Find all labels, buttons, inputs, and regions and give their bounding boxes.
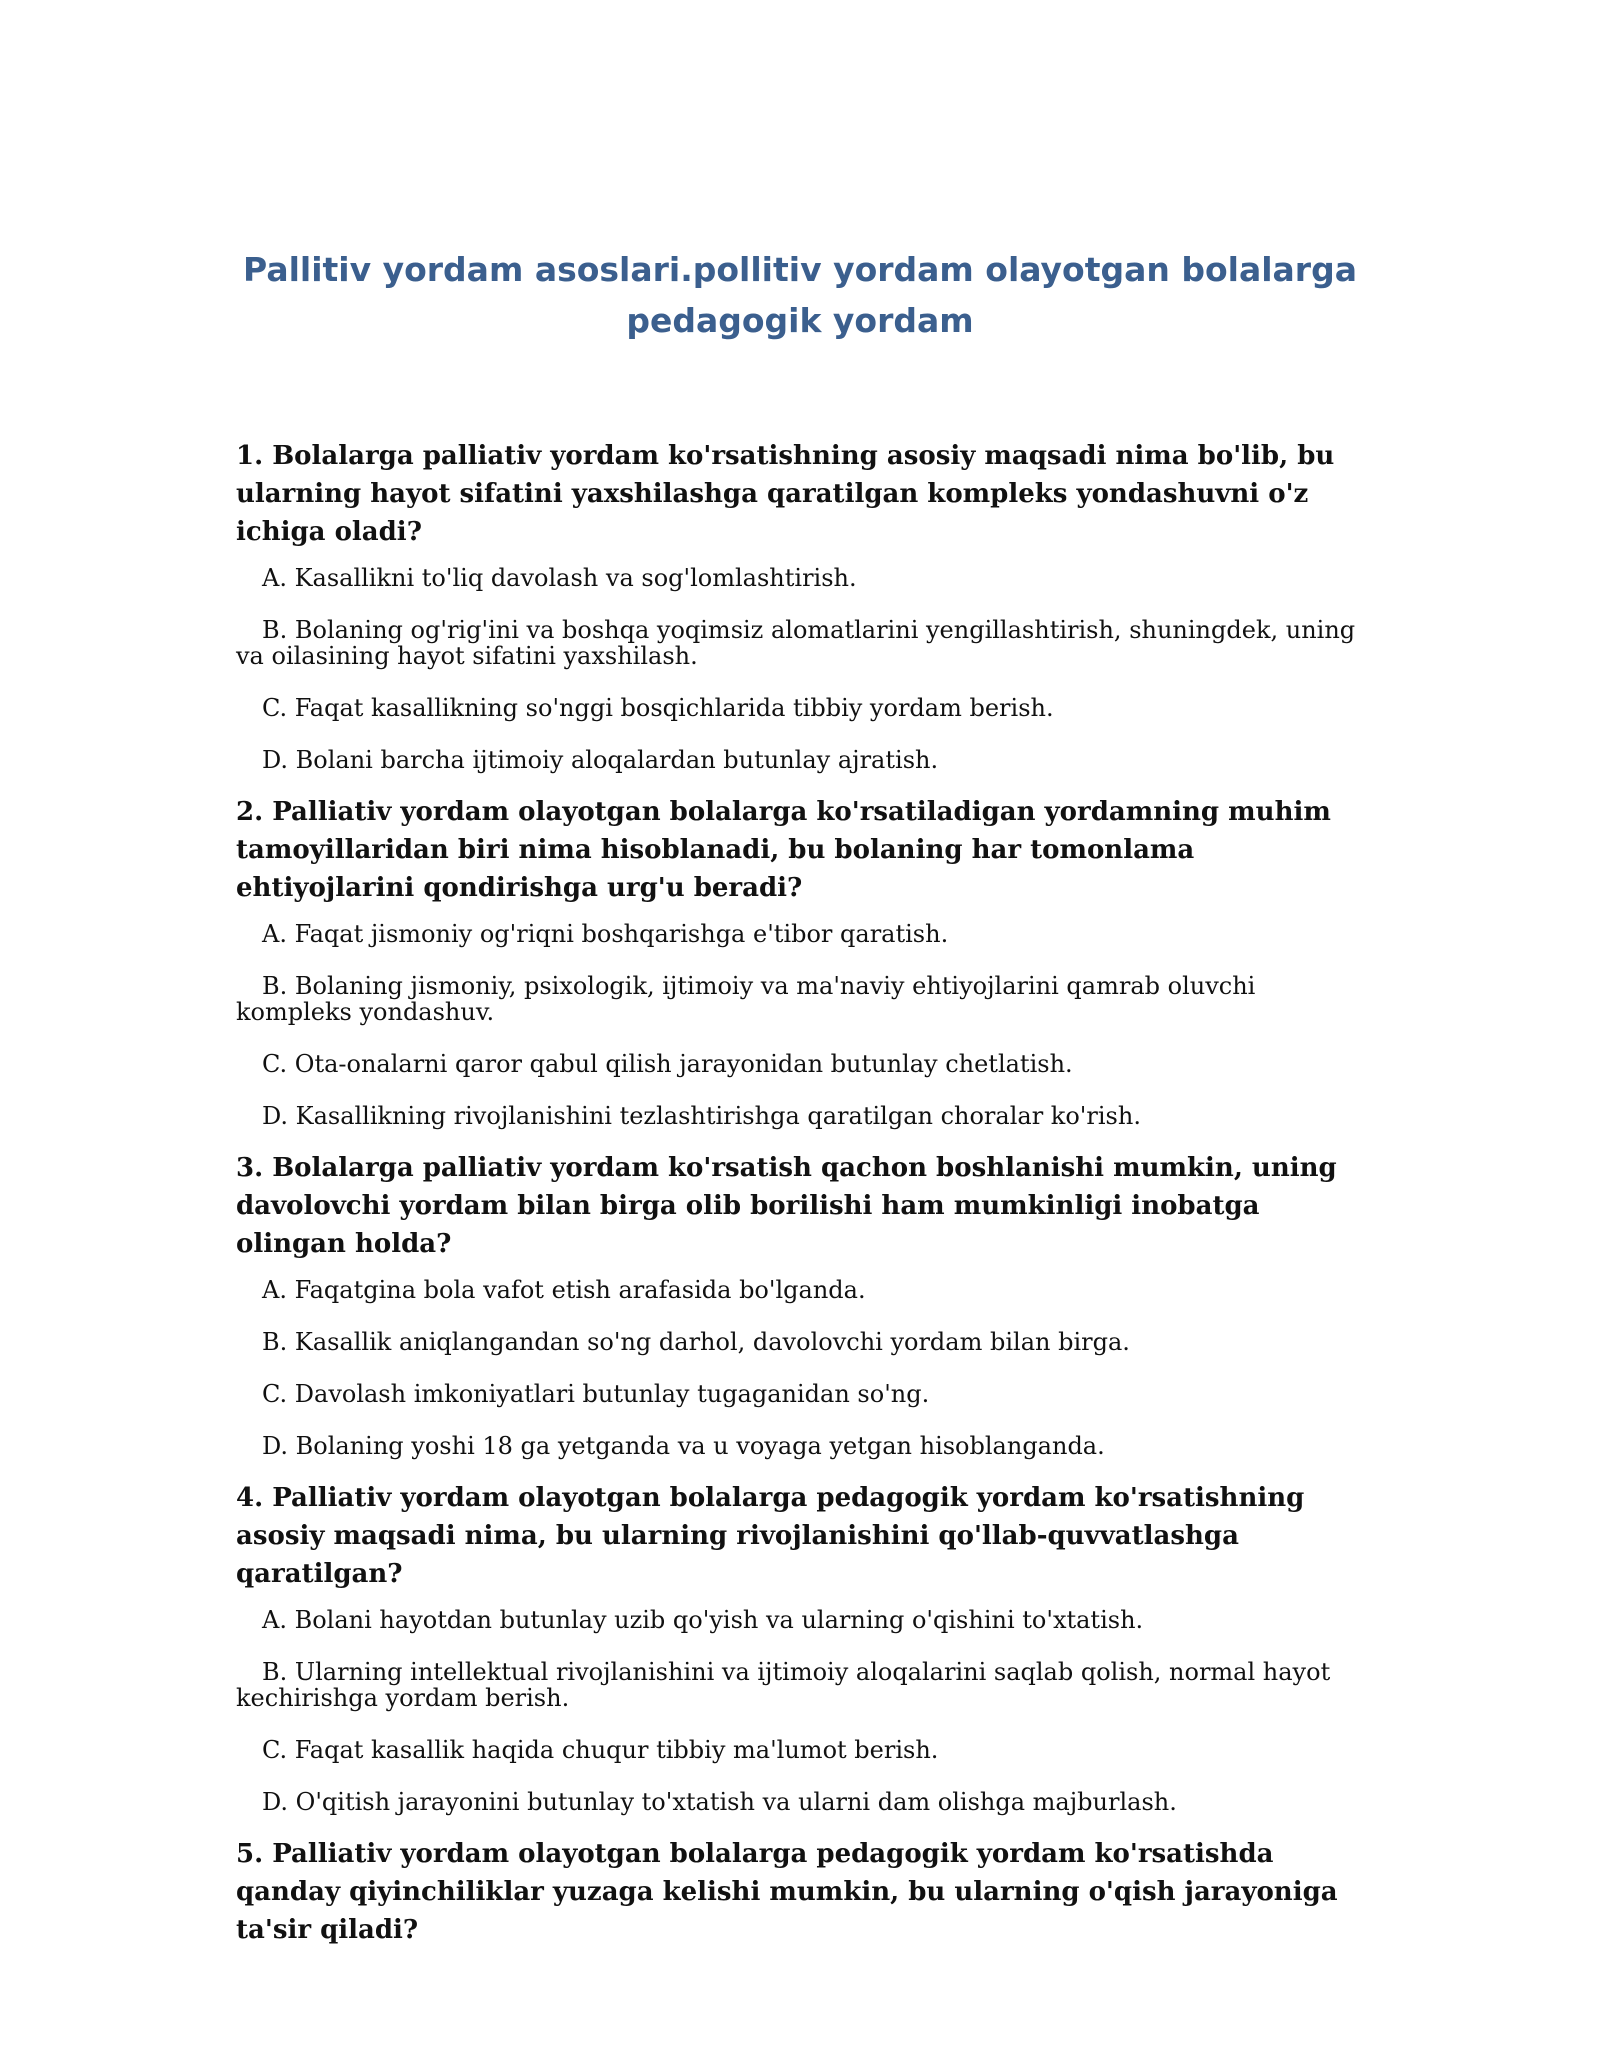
answer-option-c: C. Faqat kasallik haqida chuqur tibbiy ma'lumot berish. bbox=[262, 1736, 939, 1764]
answer-option-d: D. Bolaning yoshi 18 ga yetganda va u voyaga yetgan hisoblanganda. bbox=[262, 1432, 1105, 1460]
answer-option-b: B. Bolaning jismoniy, psixologik, ijtimoiy va ma'naviy ehtiyojlarini qamrab oluvchi kompleks yondashuv. bbox=[236, 972, 1256, 1026]
answer-option-a: A. Bolani hayotdan butunlay uzib qo'yish va ularning o'qishini to'xtatish. bbox=[262, 1606, 1144, 1634]
question-text: 2. Palliativ yordam olayotgan bolalarga ko'rsatiladigan yordamning muhim tamoyillaridan biri nima hisoblanadi, bu bolaning har tomonlama ehtiyojlarini qondirishga urg'u beradi? bbox=[236, 797, 1331, 903]
question-block-2 bbox=[236, 793, 1364, 1129]
answer-option-a: A. Faqat jismoniy og'riqni boshqarishga e'tibor qaratish. bbox=[262, 920, 949, 948]
question-block-5 bbox=[236, 1835, 1364, 1949]
question-list bbox=[236, 437, 1364, 1963]
answer-option-b: B. Ularning intellektual rivojlanishini va ijtimoiy aloqalarini saqlab qolish, normal hayot kechirishga yordam berish. bbox=[236, 1658, 1331, 1712]
answer-option-a: A. Faqatgina bola vafot etish arafasida bo'lganda. bbox=[262, 1276, 866, 1304]
question-block-4 bbox=[236, 1479, 1364, 1815]
answer-option-d: D. O'qitish jarayonini butunlay to'xtatish va ularni dam olishga majburlash. bbox=[262, 1788, 1177, 1816]
answer-option-d: D. Kasallikning rivojlanishini tezlashtirishga qaratilgan choralar ko'rish. bbox=[262, 1102, 1141, 1130]
question-block-3 bbox=[236, 1149, 1364, 1459]
question-text: 3. Bolalarga palliativ yordam ko'rsatish qachon boshlanishi mumkin, uning davolovchi yordam bilan birga olib borilishi ham mumkinligi inobatga olingan holda? bbox=[236, 1153, 1337, 1259]
question-block-1 bbox=[236, 437, 1364, 773]
answer-option-a: A. Kasallikni to'liq davolash va sog'lomlashtirish. bbox=[262, 564, 857, 592]
question-text: 5. Palliativ yordam olayotgan bolalarga pedagogik yordam ko'rsatishda qanday qiyinchiliklar yuzaga kelishi mumkin, bu ularning o'qish jarayoniga ta'sir qiladi? bbox=[236, 1839, 1338, 1945]
answer-option-d: D. Bolani barcha ijtimoiy aloqalardan butunlay ajratish. bbox=[262, 746, 939, 774]
document-title: Pallitiv yordam asoslari.pollitiv yordam olayotgan bolalarga pedagogik yordam bbox=[243, 250, 1357, 340]
answer-option-c: C. Ota-onalarni qaror qabul qilish jarayonidan butunlay chetlatish. bbox=[262, 1050, 1073, 1078]
question-text: 1. Bolalarga palliativ yordam ko'rsatishning asosiy maqsadi nima bo'lib, bu ularning hayot sifatini yaxshilashga qaratilgan kompleks yondashuvni o'z ichiga oladi? bbox=[236, 441, 1335, 547]
answer-option-c: C. Davolash imkoniyatlari butunlay tugaganidan so'ng. bbox=[262, 1380, 930, 1408]
answer-option-b: B. Bolaning og'rig'ini va boshqa yoqimsiz alomatlarini yengillashtirish, shuningdek, uning va oilasining hayot sifatini yaxshilash. bbox=[236, 616, 1356, 670]
answer-option-c: C. Faqat kasallikning so'nggi bosqichlarida tibbiy yordam berish. bbox=[262, 694, 1054, 722]
answer-option-b: B. Kasallik aniqlangandan so'ng darhol, davolovchi yordam bilan birga. bbox=[262, 1328, 1130, 1356]
question-text: 4. Palliativ yordam olayotgan bolalarga pedagogik yordam ko'rsatishning asosiy maqsadi nima, bu ularning rivojlanishini qo'llab-quvvatlashga qaratilgan? bbox=[236, 1483, 1305, 1589]
